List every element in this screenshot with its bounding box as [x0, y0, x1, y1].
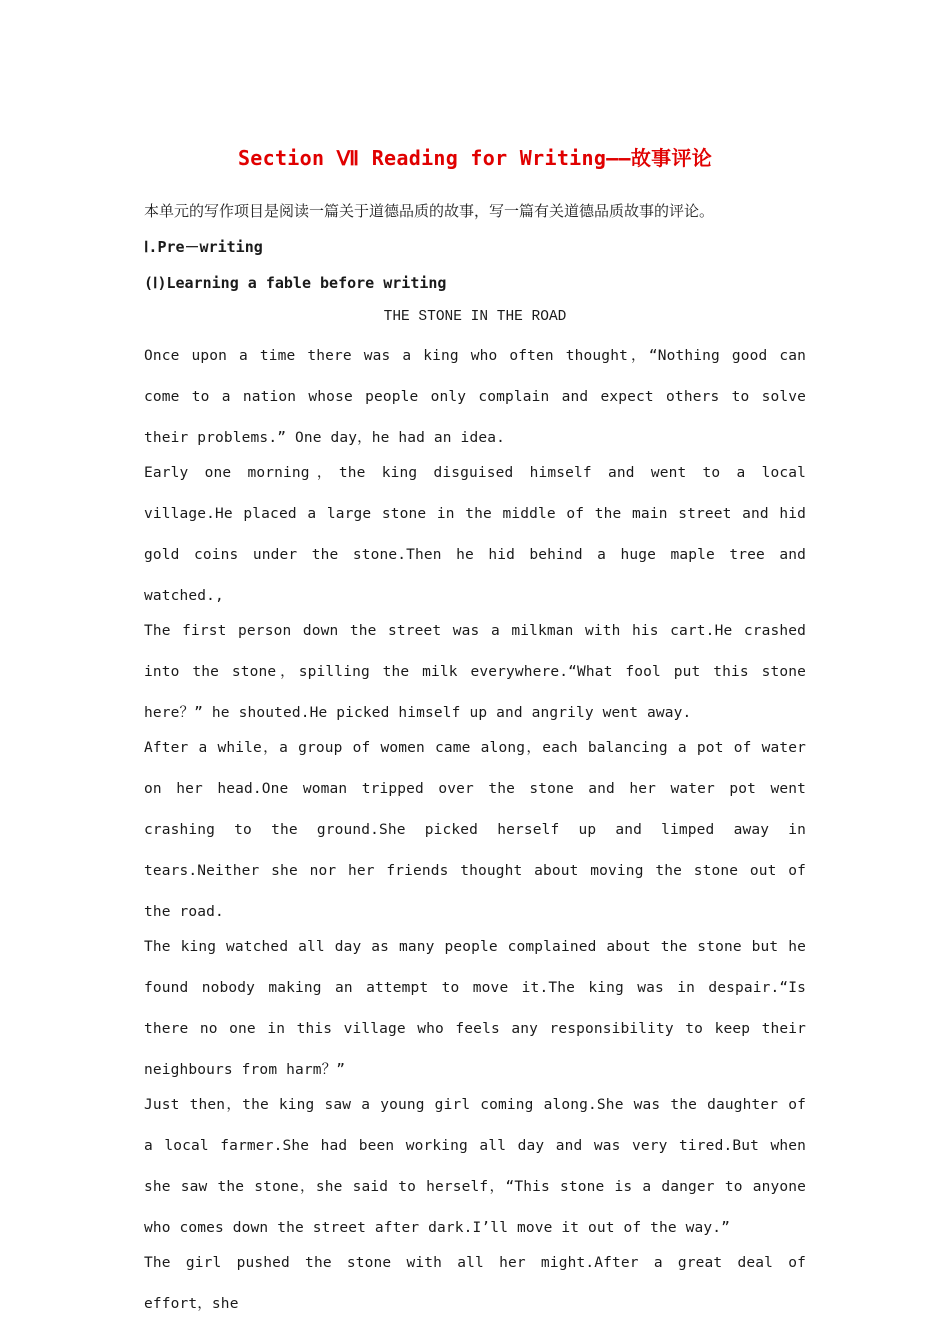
story-paragraph-6: Just then，the king saw a young girl coming along.She was the daughter of a local farmer.She had been working all day and was very tired.But when she saw the stone，she said to herself，“This stone is a danger to anyone who comes down the street after dark.I’ll move it out of the way.” — [144, 1097, 806, 1236]
page-title: Section Ⅶ Reading for Writing——故事评论 — [237, 146, 713, 170]
subsection-heading: (Ⅰ)Learning a fable before writing — [144, 274, 447, 292]
document-page — [144, 140, 806, 1319]
story-paragraph-2: Early one morning，the king disguised himself and went to a local village.He placed a large stone in the middle of the main street and hid gold coins under the stone.Then he hid behind a huge maple tree and watched., — [144, 465, 806, 604]
story-paragraph-7: The girl pushed the stone with all her might.After a great deal of effort，she — [144, 1255, 806, 1312]
story-paragraph-3: The first person down the street was a milkman with his cart.He crashed into the stone，spilling the milk everywhere.“What fool put this stone here？” he shouted.He picked himself up and angrily went away. — [144, 623, 806, 721]
story-paragraph-4: After a while，a group of women came along，each balancing a pot of water on her head.One woman tripped over the stone and her water pot went crashing to the ground.She picked herself up and limped away in tears.Neither she nor her friends thought about moving the stone out of the road. — [144, 740, 806, 920]
section-heading: Ⅰ.Pre－writing — [144, 238, 263, 256]
intro-text: 本单元的写作项目是阅读一篇关于道德品质的故事，写一篇有关道德品质故事的评论。 — [144, 202, 715, 220]
story-paragraph-5: The king watched all day as many people complained about the stone but he found nobody making an attempt to move it.The king was in despair.“Is there no one in this village who feels any responsibility to keep their neighbours from harm？” — [144, 939, 806, 1078]
story-title: THE STONE IN THE ROAD — [383, 309, 567, 325]
story-paragraph-1: Once upon a time there was a king who often thought，“Nothing good can come to a nation whose people only complain and expect others to solve their problems.” One day，he had an idea. — [144, 348, 806, 446]
